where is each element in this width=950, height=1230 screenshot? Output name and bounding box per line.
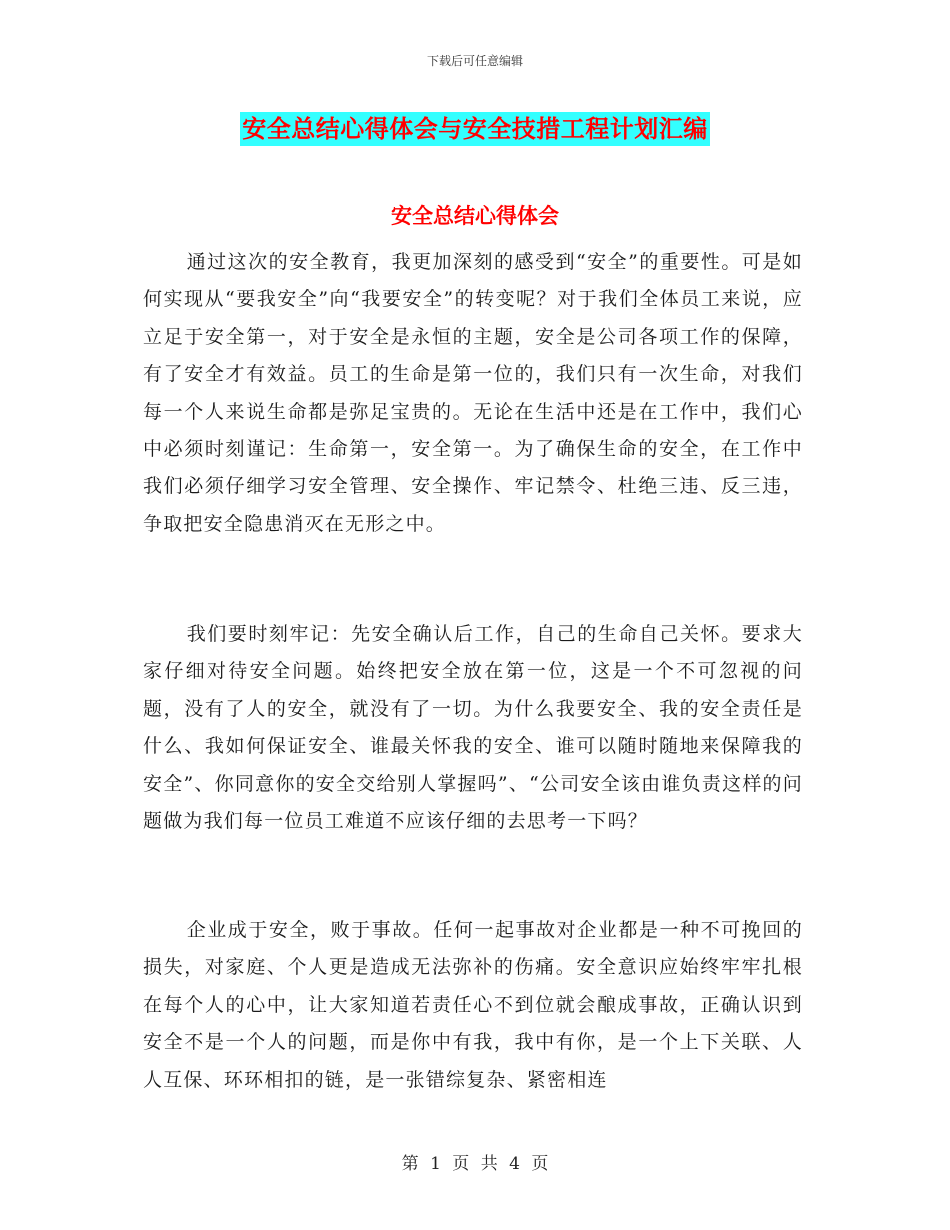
document-title: 安全总结心得体会与安全技措工程计划汇编 <box>240 112 710 146</box>
paragraph-3: 企业成于安全，败于事故。任何一起事故对企业都是一种不可挽回的损失，对家庭、个人更是造成无法弥补的伤痛。安全意识应始终牢牢扎根在每个人的心中，让大家知道若责任心不到位就会酿成事故，正确认识到安全不是一个人的问题，而是你中有我，我中有你，是一个上下关联、人人互保、环环相扣的链，是一张错综复杂、紧密相连 <box>143 919 803 1091</box>
header-note: 下载后可任意编辑 <box>426 54 523 68</box>
paragraph-2: 我们要时刻牢记：先安全确认后工作，自己的生命自己关怀。要求大家仔细对待安全问题。始终把安全放在第一位，这是一个不可忽视的问题，没有了人的安全，就没有了一切。为什么我要安全、我的安全责任是什么、我如何保证安全、谁最关怀我的安全、谁可以随时随地来保障我的安全”、你同意你的安全交给别人掌握吗”、“公司安全该由谁负责这样的问题做为我们每一位员工难道不应该仔细的去思考一下吗？ <box>143 623 803 833</box>
section-title: 安全总结心得体会 <box>391 203 559 228</box>
page-number-footer: 第 1 页 共 4 页 <box>401 1154 549 1174</box>
paragraph-1: 通过这次的安全教育，我更加深刻的感受到“安全”的重要性。可是如何实现从“要我安全”向“我要安全”的转变呢？对于我们全体员工来说，应立足于安全第一，对于安全是永恒的主题，安全是公司各项工作的保障，有了安全才有效益。员工的生命是第一位的，我们只有一次生命，对我们每一个人来说生命都是弥足宝贵的。无论在生活中还是在工作中，我们心中必须时刻谨记：生命第一，安全第一。为了确保生命的安全，在工作中我们必须仔细学习安全管理、安全操作、牢记禁令、杜绝三违、反三违，争取把安全隐患消灭在无形之中。 <box>143 251 803 535</box>
document-title-container <box>0 112 950 146</box>
